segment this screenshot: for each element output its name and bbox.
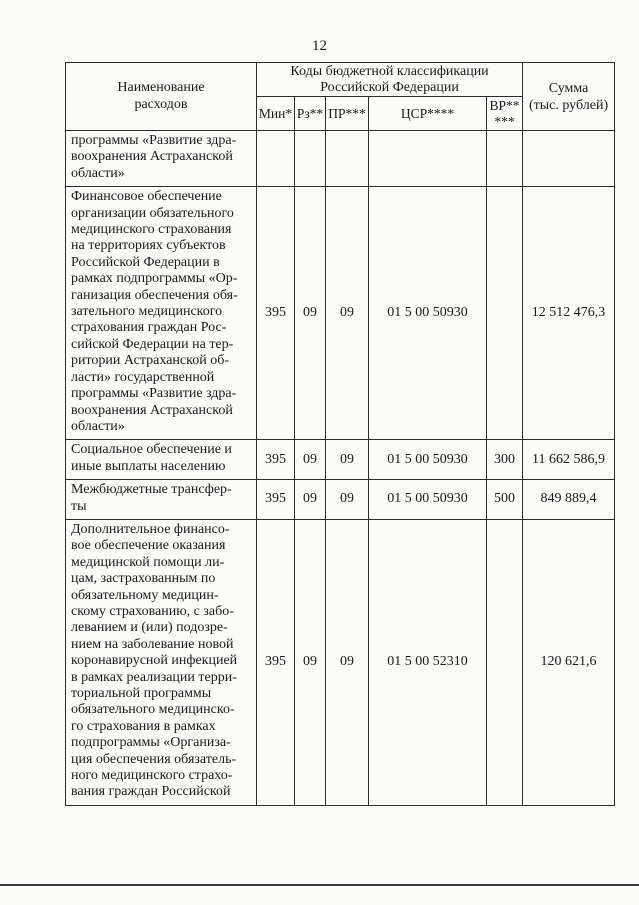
table-row bbox=[66, 480, 615, 520]
vr-header-line: *** bbox=[494, 113, 515, 129]
expense-name-cell bbox=[66, 480, 257, 520]
expense-name-line: ного медицинского страхо- bbox=[71, 768, 233, 784]
expense-name-line: рамках подпрограммы «Ор- bbox=[71, 271, 238, 287]
expense-name-line: ториальной программы bbox=[71, 686, 212, 701]
csr-column-header: ЦСР**** bbox=[369, 97, 487, 131]
expense-name-cell bbox=[66, 440, 257, 480]
vr-column-header bbox=[487, 97, 523, 131]
csr-cell: 01 5 00 50930 bbox=[369, 187, 487, 440]
sum-header-line: Сумма bbox=[548, 80, 589, 96]
expense-name-line: ция обеспечения обязатель- bbox=[71, 751, 237, 767]
expense-name-line: вания граждан Российской bbox=[71, 784, 231, 800]
csr-cell: 01 5 00 50930 bbox=[369, 480, 487, 520]
codes-group-header bbox=[257, 63, 523, 97]
expense-name-line: организации обязательного bbox=[71, 205, 234, 221]
expense-name-line: обязательному медицин- bbox=[71, 587, 219, 603]
table-body bbox=[66, 131, 615, 806]
pr-cell: 09 bbox=[326, 187, 369, 440]
expense-name-line: Социальное обеспечение и bbox=[71, 442, 232, 458]
expense-name-line: вое обеспечение оказания bbox=[71, 538, 226, 554]
vr-header-line: ВР** bbox=[489, 97, 520, 113]
expense-name-line: в рамках реализации терри- bbox=[71, 669, 237, 685]
expense-name-line: зательного медицинского bbox=[71, 304, 223, 320]
csr-cell bbox=[369, 131, 487, 187]
expense-name-line: сийской Федерации на тер- bbox=[71, 336, 234, 352]
expense-name-line: воохранения Астраханской bbox=[71, 149, 233, 165]
expense-name-line: страхования граждан Рос- bbox=[71, 320, 227, 336]
min-cell: 395 bbox=[257, 187, 295, 440]
vr-cell bbox=[487, 187, 523, 440]
codes-header-line: Российской Федерации bbox=[320, 79, 459, 95]
codes-header-line: Коды бюджетной классификации bbox=[290, 63, 489, 79]
sum-cell bbox=[523, 131, 615, 187]
pr-cell: 09 bbox=[326, 519, 369, 805]
expense-name-line: медицинского страхования bbox=[71, 222, 232, 238]
expense-name-cell bbox=[66, 131, 257, 187]
sum-cell: 12 512 476,3 bbox=[523, 187, 615, 440]
expense-name-line: ритории Астраханской об- bbox=[71, 353, 229, 369]
expense-name-line: Финансовое обеспечение bbox=[71, 189, 222, 205]
expense-name-line: иные выплаты населению bbox=[71, 458, 226, 474]
budget-table bbox=[65, 62, 615, 806]
vr-cell bbox=[487, 131, 523, 187]
expense-name-line: ганизация обеспечения обя- bbox=[71, 287, 238, 303]
expense-name-cell bbox=[66, 187, 257, 440]
min-cell bbox=[257, 131, 295, 187]
min-cell: 395 bbox=[257, 480, 295, 520]
expense-name-line: на территориях субъектов bbox=[71, 238, 226, 254]
sum-header-line: (тыс. рублей) bbox=[528, 97, 609, 113]
expense-name-line: скому страхованию, с забо- bbox=[71, 603, 234, 619]
table-row bbox=[66, 187, 615, 440]
expense-name-line: нием на заболевание новой bbox=[71, 636, 234, 652]
pr-column-header: ПР*** bbox=[326, 97, 369, 131]
expense-name-line: программы «Развитие здра- bbox=[71, 133, 237, 148]
name-column-header bbox=[66, 63, 257, 131]
expense-name-line: обязательного медицинско- bbox=[71, 702, 235, 718]
pr-cell bbox=[326, 131, 369, 187]
expense-name-line: коронавирусной инфекцией bbox=[71, 653, 238, 669]
expense-name-line: подпрограммы «Организа- bbox=[71, 735, 231, 751]
min-column-header: Мин* bbox=[257, 97, 295, 131]
rz-cell: 09 bbox=[295, 519, 326, 805]
expense-name-line: Российской Федерации в bbox=[71, 254, 220, 270]
expense-name-line: го страхования в рамках bbox=[71, 718, 216, 734]
vr-cell: 300 bbox=[487, 440, 523, 480]
expense-name-cell bbox=[66, 519, 257, 805]
rz-column-header: Рз** bbox=[295, 97, 326, 131]
expense-name-line: цам, застрахованным по bbox=[71, 571, 216, 587]
expense-name-line: программы «Развитие здра- bbox=[71, 386, 237, 402]
pr-cell: 09 bbox=[326, 480, 369, 520]
bottom-scan-edge bbox=[0, 884, 639, 886]
sum-column-header bbox=[523, 63, 615, 131]
table-row bbox=[66, 440, 615, 480]
vr-cell: 500 bbox=[487, 480, 523, 520]
expense-name-line: Межбюджетные трансфер- bbox=[71, 482, 232, 498]
sum-cell: 120 621,6 bbox=[523, 519, 615, 805]
expense-name-line: воохранения Астраханской bbox=[71, 402, 233, 418]
min-cell: 395 bbox=[257, 440, 295, 480]
pr-cell: 09 bbox=[326, 440, 369, 480]
page-number: 12 bbox=[312, 38, 327, 54]
rz-cell: 09 bbox=[295, 440, 326, 480]
rz-cell: 09 bbox=[295, 187, 326, 440]
expense-name-line: ты bbox=[71, 498, 87, 514]
expense-name-line: леванием и (или) подозре- bbox=[71, 620, 228, 636]
table-row bbox=[66, 519, 615, 805]
min-cell: 395 bbox=[257, 519, 295, 805]
table-row bbox=[66, 131, 615, 187]
vr-cell bbox=[487, 519, 523, 805]
csr-cell: 01 5 00 52310 bbox=[369, 519, 487, 805]
header-row-1 bbox=[66, 63, 615, 97]
csr-cell: 01 5 00 50930 bbox=[369, 440, 487, 480]
name-header-line: Наименование bbox=[117, 80, 205, 96]
expense-name-line: Дополнительное финансо- bbox=[71, 521, 230, 537]
expense-name-line: области» bbox=[71, 418, 125, 434]
expense-name-line: медицинской помощи ли- bbox=[71, 554, 225, 570]
sum-cell: 11 662 586,9 bbox=[523, 440, 615, 480]
expense-name-line: ласти» государственной bbox=[71, 369, 215, 385]
rz-cell: 09 bbox=[295, 480, 326, 520]
expense-name-line: области» bbox=[71, 165, 125, 181]
sum-cell: 849 889,4 bbox=[523, 480, 615, 520]
name-header-line: расходов bbox=[134, 96, 188, 112]
rz-cell bbox=[295, 131, 326, 187]
